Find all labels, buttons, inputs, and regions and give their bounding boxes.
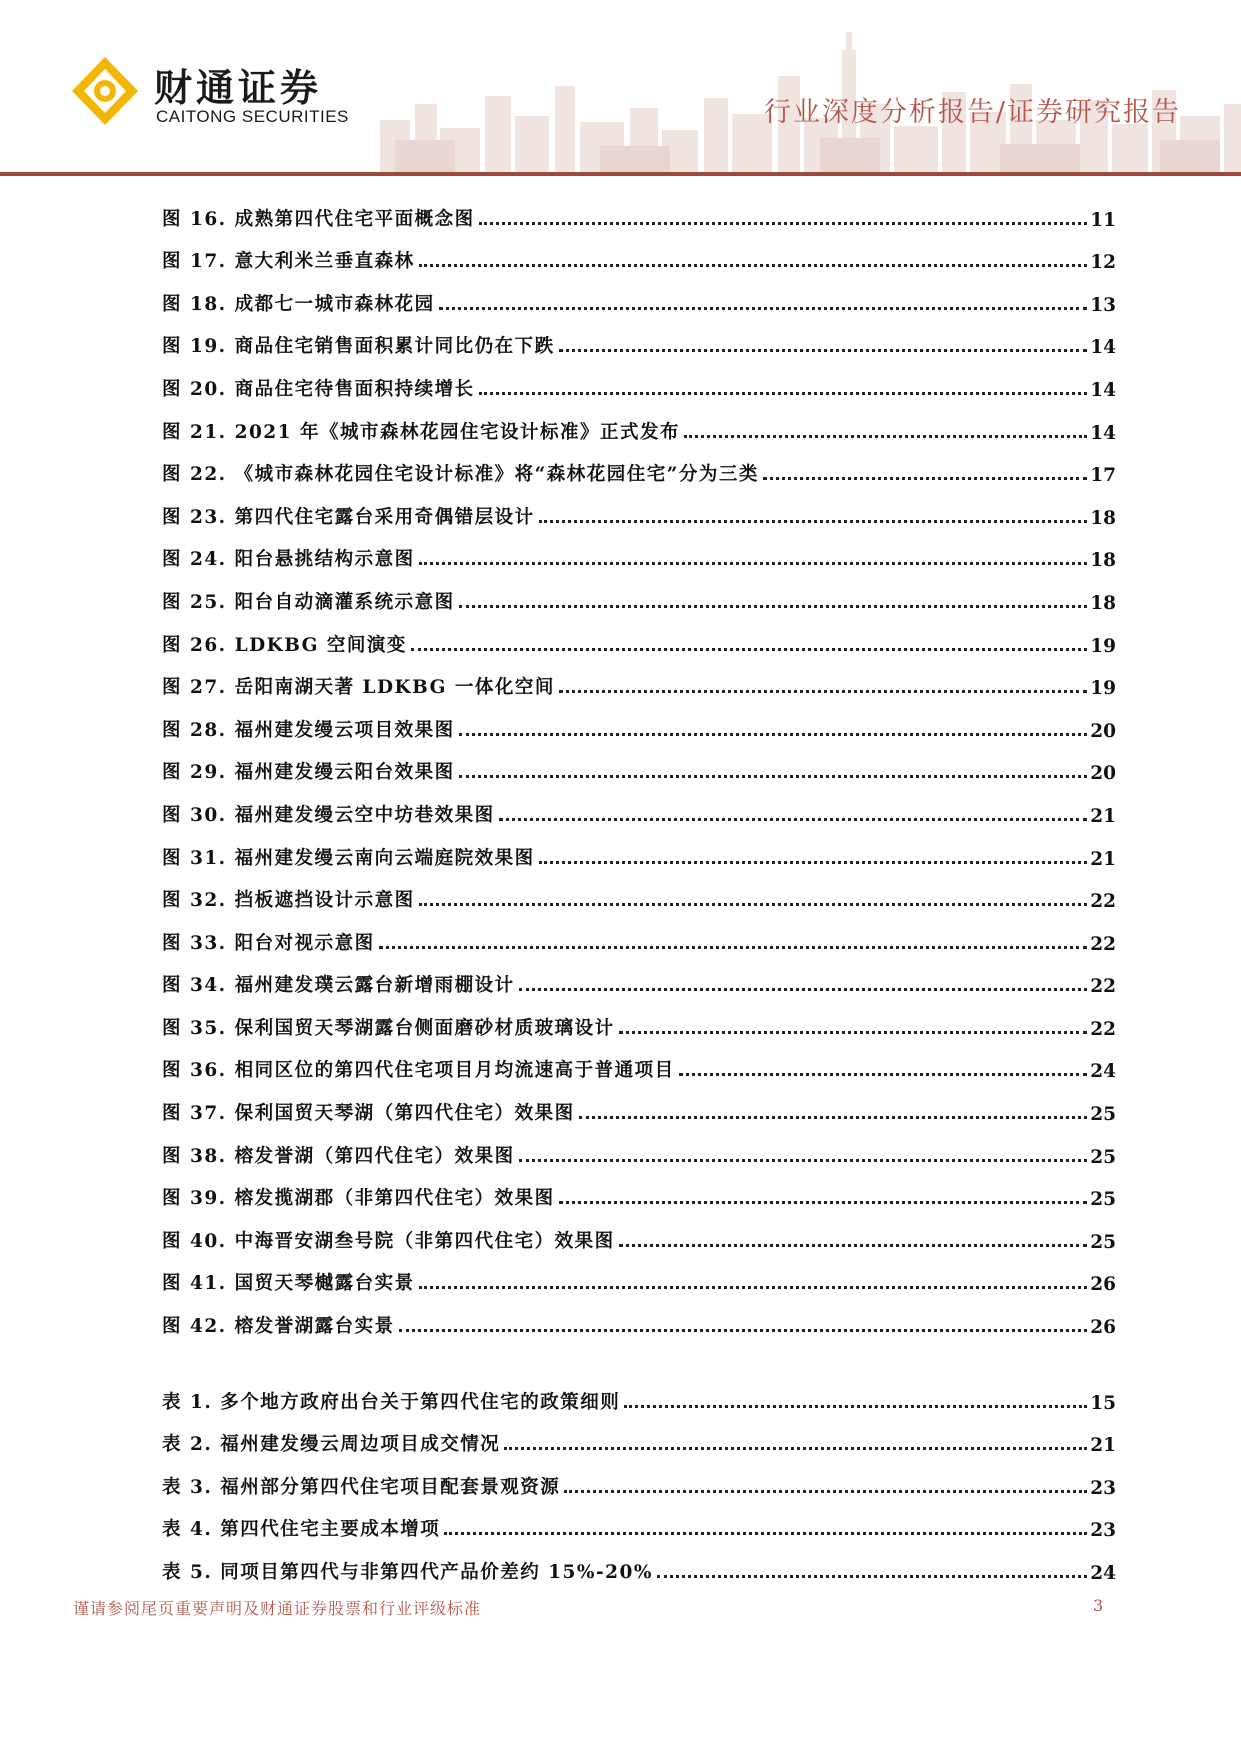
- toc-entry-page: 18: [1090, 507, 1116, 529]
- toc-entry-title: 图 31. 福州建发缦云南向云端庭院效果图: [162, 847, 535, 869]
- toc-entry-table-4[interactable]: [162, 1499, 1116, 1542]
- toc-leader-dots: [419, 1286, 1088, 1289]
- toc-entry-page: 25: [1090, 1231, 1116, 1253]
- toc-entry-figure-35[interactable]: [162, 997, 1116, 1040]
- toc-leader-dots: [439, 307, 1088, 310]
- toc-leader-dots: [559, 349, 1088, 352]
- toc-entry-figure-23[interactable]: [162, 486, 1116, 529]
- toc-entry-figure-22[interactable]: [162, 444, 1116, 487]
- toc-entry-page: 25: [1090, 1189, 1116, 1211]
- toc-entry-page: 22: [1090, 891, 1116, 913]
- toc-entry-figure-29[interactable]: [162, 742, 1116, 785]
- toc-entry-title: 图 23. 第四代住宅露台采用奇偶错层设计: [162, 506, 535, 528]
- toc-entry-title: 图 32. 挡板遮挡设计示意图: [162, 890, 415, 912]
- footer-page-number: 3: [1093, 1596, 1104, 1615]
- toc-leader-dots: [559, 690, 1087, 693]
- toc-entry-figure-38[interactable]: [162, 1125, 1116, 1168]
- toc-entry-title: 图 25. 阳台自动滴灌系统示意图: [162, 591, 455, 613]
- toc-leader-dots: [411, 648, 1087, 651]
- toc-entry-title: 图 28. 福州建发缦云项目效果图: [162, 719, 455, 741]
- toc-entry-figure-17[interactable]: [162, 231, 1116, 274]
- toc-entry-page: 23: [1090, 1520, 1116, 1542]
- toc-entry-page: 23: [1090, 1477, 1116, 1499]
- toc-leader-dots: [624, 1405, 1087, 1408]
- toc-entry-page: 22: [1090, 976, 1116, 998]
- toc-entry-page: 20: [1090, 763, 1116, 785]
- toc-entry-title: 图 24. 阳台悬挑结构示意图: [162, 549, 415, 571]
- toc-leader-dots: [519, 1159, 1088, 1162]
- table-of-contents: [162, 188, 1116, 1584]
- figure-list: [162, 188, 1116, 1338]
- toc-entry-title: 图 40. 中海晋安湖叁号院（非第四代住宅）效果图: [162, 1230, 615, 1252]
- toc-leader-dots: [539, 861, 1088, 864]
- toc-leader-dots: [519, 988, 1088, 991]
- toc-leader-dots: [459, 605, 1088, 608]
- toc-entry-page: 21: [1090, 1435, 1116, 1457]
- toc-entry-page: 19: [1090, 635, 1116, 657]
- toc-entry-title: 图 34. 福州建发璞云露台新增雨棚设计: [162, 975, 515, 997]
- toc-entry-page: 14: [1090, 379, 1116, 401]
- toc-entry-title: 图 37. 保利国贸天琴湖（第四代住宅）效果图: [162, 1103, 575, 1125]
- toc-entry-page: 20: [1090, 720, 1116, 742]
- toc-leader-dots: [539, 520, 1088, 523]
- toc-entry-title: 图 42. 榕发誉湖露台实景: [162, 1316, 395, 1338]
- toc-entry-figure-18[interactable]: [162, 273, 1116, 316]
- toc-entry-figure-33[interactable]: [162, 912, 1116, 955]
- toc-entry-figure-31[interactable]: [162, 827, 1116, 870]
- toc-entry-page: 19: [1090, 678, 1116, 700]
- toc-entry-figure-41[interactable]: [162, 1253, 1116, 1296]
- toc-entry-title: 图 41. 国贸天琴樾露台实景: [162, 1273, 415, 1295]
- company-logo: [70, 55, 370, 135]
- toc-leader-dots: [763, 477, 1087, 480]
- toc-entry-title: 表 4. 第四代住宅主要成本增项: [162, 1519, 441, 1541]
- toc-entry-title: 图 20. 商品住宅待售面积持续增长: [162, 378, 475, 400]
- toc-entry-figure-25[interactable]: [162, 571, 1116, 614]
- toc-entry-title: 图 39. 榕发揽湖郡（非第四代住宅）效果图: [162, 1188, 555, 1210]
- toc-entry-title: 图 35. 保利国贸天琴湖露台侧面磨砂材质玻璃设计: [162, 1017, 615, 1039]
- logo-chinese-name: 财通证券: [154, 66, 323, 110]
- toc-entry-page: 26: [1090, 1274, 1116, 1296]
- toc-entry-title: 图 18. 成都七一城市森林花园: [162, 293, 435, 315]
- toc-leader-dots: [657, 1575, 1087, 1578]
- toc-entry-page: 21: [1090, 848, 1116, 870]
- toc-entry-page: 17: [1090, 465, 1116, 487]
- toc-entry-figure-24[interactable]: [162, 529, 1116, 572]
- toc-entry-page: 18: [1090, 550, 1116, 572]
- toc-entry-figure-36[interactable]: [162, 1040, 1116, 1083]
- toc-entry-figure-39[interactable]: [162, 1168, 1116, 1211]
- toc-leader-dots: [679, 1073, 1088, 1076]
- toc-entry-title: 表 2. 福州建发缦云周边项目成交情况: [162, 1434, 501, 1456]
- toc-entry-table-2[interactable]: [162, 1414, 1116, 1457]
- toc-entry-title: 图 29. 福州建发缦云阳台效果图: [162, 762, 455, 784]
- toc-entry-title: 表 3. 福州部分第四代住宅项目配套景观资源: [162, 1476, 561, 1498]
- toc-leader-dots: [564, 1490, 1087, 1493]
- logo-english-name: CAITONG SECURITIES: [156, 107, 349, 126]
- header-divider: [0, 172, 1241, 176]
- toc-entry-title: 图 33. 阳台对视示意图: [162, 932, 375, 954]
- toc-entry-figure-20[interactable]: [162, 358, 1116, 401]
- toc-leader-dots: [419, 562, 1088, 565]
- toc-entry-table-5[interactable]: [162, 1541, 1116, 1584]
- toc-leader-dots: [419, 264, 1088, 267]
- toc-entry-title: 图 22. 《城市森林花园住宅设计标准》将“森林花园住宅”分为三类: [162, 464, 759, 486]
- toc-entry-table-1[interactable]: [162, 1371, 1116, 1414]
- toc-entry-figure-28[interactable]: [162, 699, 1116, 742]
- toc-entry-page: 11: [1090, 209, 1116, 231]
- toc-entry-page: 14: [1090, 337, 1116, 359]
- toc-entry-figure-26[interactable]: [162, 614, 1116, 657]
- toc-entry-title: 图 38. 榕发誉湖（第四代住宅）效果图: [162, 1145, 515, 1167]
- toc-entry-title: 表 1. 多个地方政府出台关于第四代住宅的政策细则: [162, 1391, 621, 1413]
- toc-leader-dots: [444, 1532, 1087, 1535]
- toc-entry-figure-40[interactable]: [162, 1210, 1116, 1253]
- toc-entry-page: 25: [1090, 1104, 1116, 1126]
- toc-entry-title: 图 16. 成熟第四代住宅平面概念图: [162, 208, 475, 230]
- toc-entry-figure-32[interactable]: [162, 870, 1116, 913]
- section-gap: [162, 1338, 1116, 1371]
- toc-entry-title: 表 5. 同项目第四代与非第四代产品价差约 15%-20%: [162, 1562, 653, 1583]
- toc-entry-page: 25: [1090, 1146, 1116, 1168]
- toc-entry-figure-21[interactable]: [162, 401, 1116, 444]
- toc-leader-dots: [684, 435, 1087, 438]
- footer-disclaimer: 谨请参阅尾页重要声明及财通证券股票和行业评级标准: [73, 1599, 482, 1618]
- toc-entry-page: 22: [1090, 1018, 1116, 1040]
- toc-leader-dots: [619, 1244, 1088, 1247]
- toc-leader-dots: [559, 1201, 1088, 1204]
- toc-entry-title: 图 19. 商品住宅销售面积累计同比仍在下跌: [162, 336, 555, 358]
- toc-leader-dots: [399, 1329, 1088, 1332]
- table-list: [162, 1371, 1116, 1584]
- toc-leader-dots: [379, 946, 1088, 949]
- toc-entry-page: 26: [1090, 1317, 1116, 1339]
- toc-entry-page: 21: [1090, 805, 1116, 827]
- toc-leader-dots: [504, 1447, 1087, 1450]
- toc-entry-page: 15: [1090, 1392, 1116, 1414]
- toc-entry-figure-19[interactable]: [162, 316, 1116, 359]
- toc-leader-dots: [479, 392, 1088, 395]
- toc-entry-title: 图 17. 意大利米兰垂直森林: [162, 251, 415, 273]
- toc-entry-page: 18: [1090, 592, 1116, 614]
- toc-entry-figure-16[interactable]: [162, 188, 1116, 231]
- toc-entry-title: 图 30. 福州建发缦云空中坊巷效果图: [162, 804, 495, 826]
- toc-entry-page: 13: [1090, 294, 1116, 316]
- toc-entry-title: 图 27. 岳阳南湖天著 LDKBG 一体化空间: [162, 677, 555, 699]
- toc-entry-table-3[interactable]: [162, 1456, 1116, 1499]
- toc-leader-dots: [419, 903, 1088, 906]
- toc-leader-dots: [459, 733, 1088, 736]
- caitong-logo-icon: [70, 55, 140, 127]
- toc-entry-page: 22: [1090, 933, 1116, 955]
- toc-entry-page: 14: [1090, 422, 1116, 444]
- toc-entry-title: 图 21. 2021 年《城市森林花园住宅设计标准》正式发布: [162, 421, 680, 443]
- toc-leader-dots: [459, 775, 1088, 778]
- toc-leader-dots: [619, 1031, 1088, 1034]
- toc-entry-title: 图 36. 相同区位的第四代住宅项目月均流速高于普通项目: [162, 1060, 675, 1082]
- toc-entry-figure-34[interactable]: [162, 955, 1116, 998]
- toc-entry-figure-42[interactable]: [162, 1295, 1116, 1338]
- toc-entry-page: 24: [1090, 1563, 1116, 1584]
- toc-entry-page: 24: [1090, 1061, 1116, 1083]
- page-header: [0, 0, 1241, 178]
- toc-leader-dots: [579, 1116, 1088, 1119]
- toc-entry-page: 12: [1090, 252, 1116, 274]
- toc-leader-dots: [479, 222, 1088, 225]
- toc-entry-title: 图 26. LDKBG 空间演变: [162, 634, 407, 656]
- toc-entry-figure-37[interactable]: [162, 1082, 1116, 1125]
- toc-entry-figure-27[interactable]: [162, 657, 1116, 700]
- toc-entry-figure-30[interactable]: [162, 784, 1116, 827]
- toc-leader-dots: [499, 818, 1088, 821]
- report-type-label: 行业深度分析报告/证券研究报告: [763, 97, 1181, 128]
